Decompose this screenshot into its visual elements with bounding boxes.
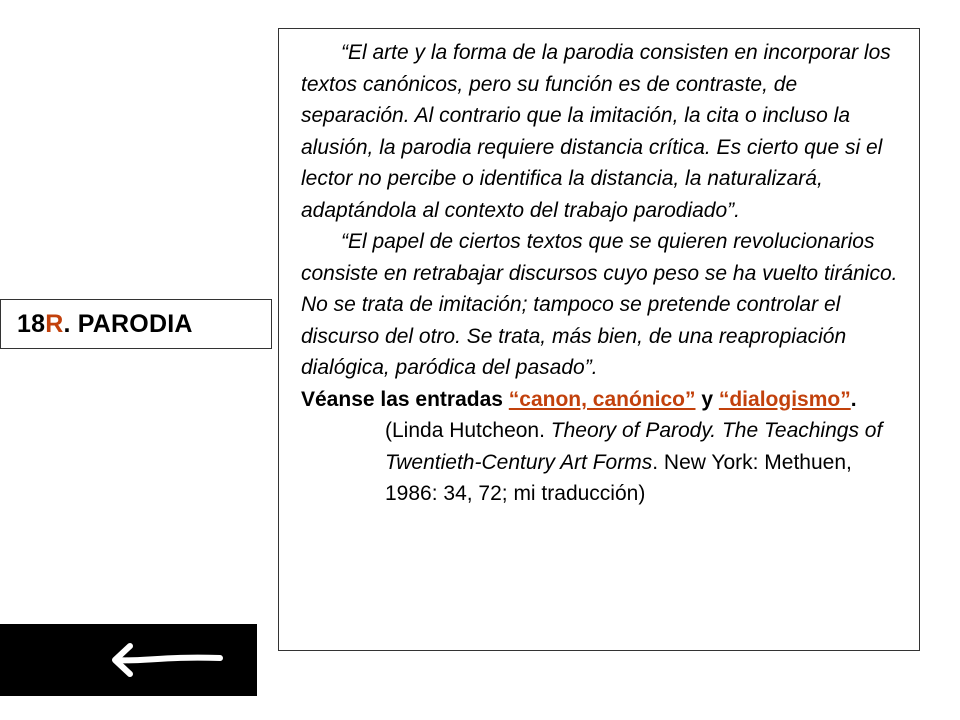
title-number: 18 (17, 309, 46, 338)
title-rest: . PARODIA (63, 309, 193, 338)
quote-paragraph-1: “El arte y la forma de la parodia consisten en incorporar los textos canónicos, pero su función es de contraste, de separación. Al contrario que la imitación, la cita o incluso la alusión, la parodia requiere distancia crítica. Es cierto que si el lector no percibe o identifica la distancia, la naturalizará, adaptándola al contexto del trabajo parodiado”. (301, 41, 891, 222)
citation (301, 415, 905, 510)
see-also-middle: y (695, 387, 719, 411)
title-letter: R (45, 309, 64, 338)
link-canon[interactable]: “canon, canónico” (508, 387, 696, 411)
see-also-entries (301, 384, 905, 416)
section-title (0, 299, 272, 349)
citation-rest: . New York: Methuen, 1986: 34, 72; mi traducción) (385, 450, 852, 505)
see-also-prefix: Véanse las entradas (301, 387, 509, 411)
citation-book-title: Theory of Parody. The Teachings of Twentieth-Century Art Forms (385, 419, 883, 474)
citation-open: (Linda Hutcheon. (385, 419, 551, 442)
link-dialogismo[interactable]: “dialogismo” (718, 387, 851, 411)
quote-paragraph-2: “El papel de ciertos textos que se quieren revolucionarios consiste en retrabajar discursos cuyo peso se ha vuelto tiránico. No se trata de imitación; tampoco se pretende controlar el discurso del otro. Se trata, más bien, de una reapropiación dialógica, paródica del pasado”. (301, 230, 898, 379)
see-also-suffix: . (850, 387, 857, 411)
arrow-left-icon (110, 642, 225, 678)
back-button[interactable] (0, 624, 257, 696)
quote-panel (278, 28, 920, 651)
